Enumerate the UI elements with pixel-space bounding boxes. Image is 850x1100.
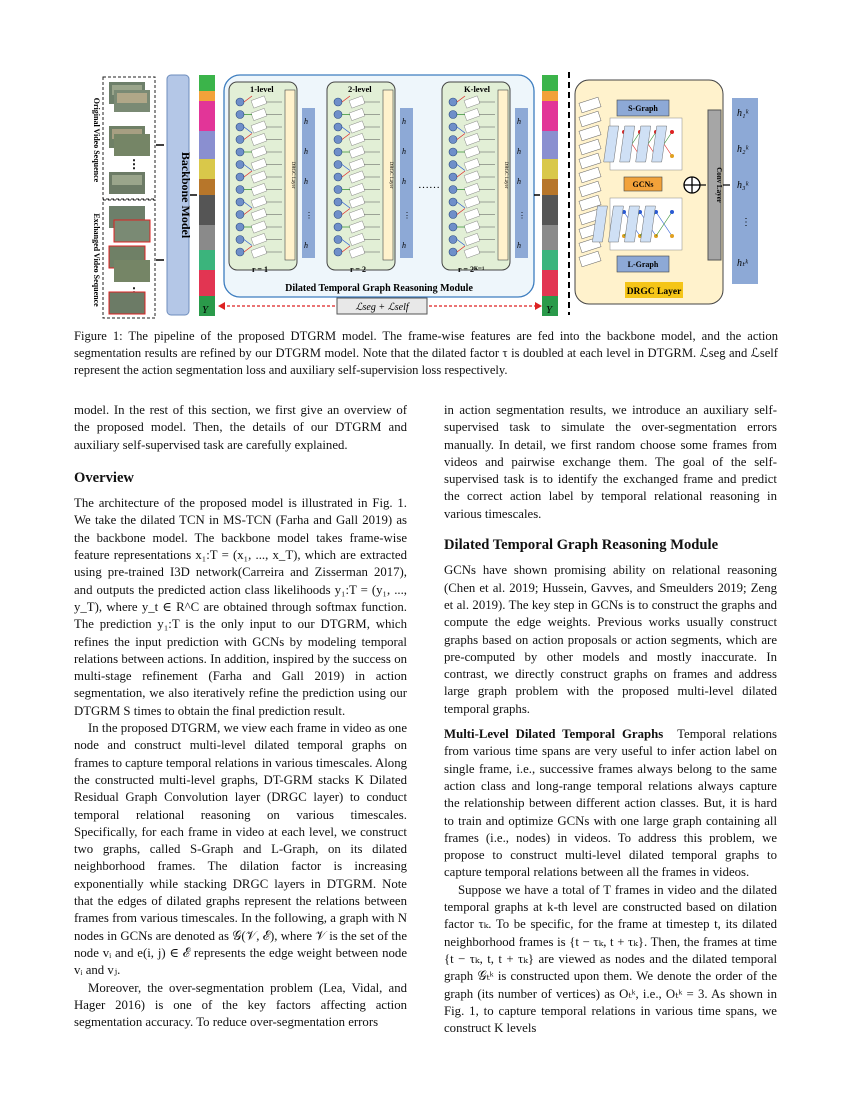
svg-text:h: h <box>402 241 406 250</box>
output-h-column <box>732 98 758 284</box>
svg-text:⋮: ⋮ <box>128 157 140 171</box>
original-sequence-label: Original Video Sequence <box>92 97 101 183</box>
output-h3: h₃ᵏ <box>737 180 749 191</box>
conv-layer-label: Conv Layer <box>715 167 723 203</box>
drgc-label-2: DRGC Layer <box>388 161 393 189</box>
multilevel-text: Temporal relations from various time spans are very useful to infer action label on single frame, i.e., successive frames always belong to the same action class and long-range temporal relations always capture the relationship between different action classes. But, it is hard to train and optimize GCNs with one large graph containing all frames (i.e., nodes) in videos. To address this problem, we propose to construct multi-level dilated temporal graphs to capture temporal relations between all the frames in videos. <box>444 727 777 880</box>
output-h2: h₂ᵏ <box>737 144 749 155</box>
lgraph-label: L-Graph <box>627 260 659 269</box>
overview-heading: Overview <box>74 469 134 486</box>
h-column-1 <box>302 108 315 258</box>
exchanged-frames <box>103 200 155 318</box>
right-column <box>444 402 777 1037</box>
suppose-paragraph: Suppose we have a total of T frames in video and the dilated temporal graphs at k-th level are constructed based on dilation factor τₖ. To be specific, for the frame at timestep t, its dilated neighborhood frames is {t − τₖ, t + τₖ}. Then, the frames at time {t − τₖ, t, t + τₖ} are viewed as nodes and the dilated temporal graph 𝒢ₜᵏ is constructed upon them. We denote the order of the graph (its number of vertices) as Oₜᵏ, i.e., Oₜᵏ = 3. As shown in Fig. 1, to capture temporal relations in various time spans, we construct K levels <box>444 882 777 1036</box>
level-2-r: r = 2 <box>350 265 366 274</box>
pipeline-figure <box>72 60 782 322</box>
output-ht: hₜᵏ <box>737 258 748 269</box>
y-right-label: Y <box>546 304 553 316</box>
svg-text:⋮: ⋮ <box>518 211 526 220</box>
svg-text:h: h <box>402 117 406 126</box>
right-intro-paragraph: in action segmentation results, we introduce an auxiliary self-supervised task to simulate the over-segmentation errors manually. In detail, we first random choose some frames from videos and pairwise exchange them. The goal of the self-supervised task is to identify the exchanged frame and predict the correct action label by temporal relational reasoning in various timescales. <box>444 403 777 521</box>
drgc-label-k: DRGC Layer <box>503 161 508 189</box>
level-2-label: 2-level <box>348 84 372 94</box>
loss-label: ℒseg + ℒself <box>355 302 409 313</box>
svg-text:h: h <box>304 241 308 250</box>
multilevel-heading: Multi-Level Dilated Temporal Graphs <box>444 727 664 742</box>
multilevel-paragraph <box>444 726 777 882</box>
output-h1: h₁ᵏ <box>737 108 749 119</box>
figure-caption: Figure 1: The pipeline of the proposed DTGRM model. The frame-wise features are fed into the backbone model, and the action segmentation results are refined by our DTGRM model. Note that the dilated factor τ is doubled at each level in DTGRM. ℒseg and ℒself represent the action segmentation loss and auxiliary self-supervision loss respectively. <box>74 329 778 377</box>
output-dots: ⋮ <box>741 217 751 228</box>
level-k-label: K-level <box>464 84 490 94</box>
gcn-paragraph: GCNs have shown promising ability on relational reasoning (Chen et al. 2019; Hussein, Gavves, and Smeulders 2019; Zeng et al. 2019). The key step in GCNs is to construct the graphs and compute the edge weights. Previous works usually construct graphs based on action proposals or action segments, which are pre-computed by other models and mostly inaccurate. In contrast, we directly construct graphs on frames and address large graph problem with the proposed multi-level dilated temporal graphs. <box>444 563 777 716</box>
svg-text:h: h <box>402 147 406 156</box>
dtgrm-paragraph: In the proposed DTGRM, we view each frame in video as one node and construct multi-level dilated temporal graphs on frames to capture temporal relations in various timescales. Along the constructed multi-level graphs, DT-GRM stacks K Dilated Residual Graph Convolution layer (DRGC layer) to conduct temporal relational reasoning on various timescales. Specifically, for each frame in video at each level, we construct two graphs, called S-Graph and L-Graph, on its dilated neighborhood frames. The dilation factor is increasing exponentially while stacking DRGC layers in DTGRM. Note that the edges of dilated graphs represent the relations between frames from various timescales. In the following, a graph with N nodes in GCNs are denoted as 𝒢(𝒱, ℰ), where 𝒱 is the set of the node vᵢ and e(i, j) ∈ ℰ represents the edge weight between node vᵢ and vⱼ. <box>74 721 407 978</box>
svg-text:h: h <box>402 177 406 186</box>
svg-text:h: h <box>304 147 308 156</box>
dtgrm-heading: Dilated Temporal Graph Reasoning Module <box>444 537 719 554</box>
level-1-r: r = 1 <box>252 265 268 274</box>
prediction-bar-right <box>542 75 558 316</box>
svg-text:⋮: ⋮ <box>403 211 411 220</box>
exchanged-sequence-label: Exchanged Video Sequence <box>92 213 101 307</box>
backbone-model-label: Backbone Model <box>179 151 193 239</box>
svg-text:h: h <box>304 117 308 126</box>
left-intro-paragraph: model. In the rest of this section, we first give an overview of the proposed model. Then, the details of our DTGRM and auxiliary self-supervised task are carefully explained. <box>74 403 407 452</box>
drgc-label-1: DRGC Layer <box>290 161 295 189</box>
overview-paragraph: The architecture of the proposed model is illustrated in Fig. 1. We take the dilated TCN in MS-TCN (Farha and Gall 2019) as the backbone model. The backbone model takes frame-wise feature representations x₁:T = (x₁, ..., x_T), which are extracted using pre-trained I3D network(Carreira and Zisserman 2017), and outputs the predicted action class likelihoods y₁:T = (y₁, ..., y_T), where y_t ∈ R^C are obtained through softmax function. The prediction y₁:T is the only input to our DTGRM, which refines the input prediction with GCNs by modeling temporal relations between actions. In addition, inspired by the success on multi-stage refinement (Farha and Gall 2019) in action segmentation, we also iteratively refine the prediction using our DTGRM S times to obtain the final prediction result. <box>74 496 407 718</box>
sgraph-label: S-Graph <box>628 104 658 113</box>
svg-text:⋮: ⋮ <box>305 211 313 220</box>
oversegmentation-paragraph: Moreover, the over-segmentation problem (Lea, Vidal, and Hager 2016) is one of the key factors affecting action segmentation accuracy. To reduce over-segmentation errors <box>74 980 407 1030</box>
gcns-label: GCNs <box>632 180 654 189</box>
h-column-k <box>515 108 528 258</box>
prediction-bar-left <box>199 75 215 316</box>
svg-text:h: h <box>517 177 521 186</box>
svg-text:h: h <box>304 177 308 186</box>
level-1-label: 1-level <box>250 84 274 94</box>
original-frames <box>103 77 155 199</box>
y-left-label: Y <box>202 304 209 316</box>
svg-text:h: h <box>517 241 521 250</box>
module-title: Dilated Temporal Graph Reasoning Module <box>285 283 473 294</box>
level-k-r: r = 2ᴷ⁻¹ <box>458 265 485 274</box>
drgc-layer-label: DRGC Layer <box>626 287 682 297</box>
left-column <box>74 402 407 1031</box>
svg-text:h: h <box>517 147 521 156</box>
ellipsis-levels: …… <box>418 179 440 191</box>
h-column-2 <box>400 108 413 258</box>
svg-text:h: h <box>517 117 521 126</box>
